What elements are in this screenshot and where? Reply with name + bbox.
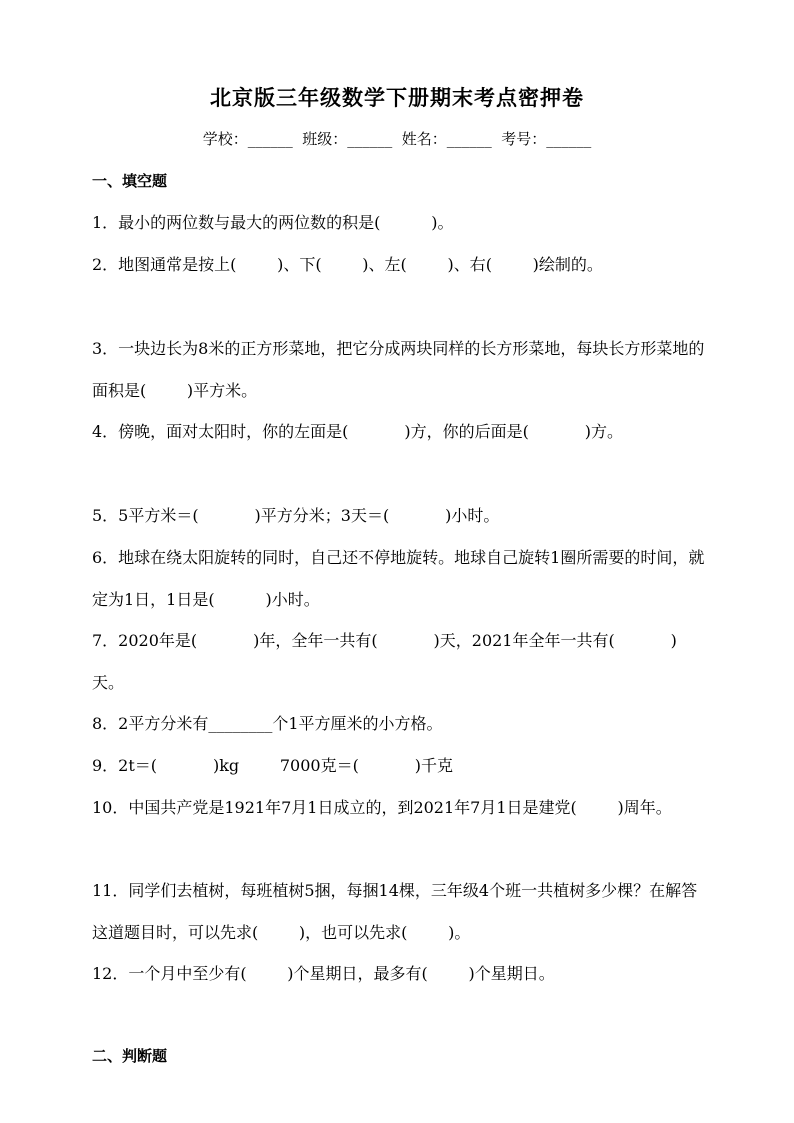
page-title: 北京版三年级数学下册期末考点密押卷: [210, 85, 584, 110]
question-3: 3．一块边长为8米的正方形菜地，把它分成两块同样的长方形菜地，每块长方形菜地的面积是( )平方米。: [92, 339, 705, 400]
section-heading-fill-in: 一、填空题: [92, 172, 168, 190]
student-info-line: 学校：______ 班级：______ 姓名：______ 考号：______: [202, 130, 592, 148]
question-1: 1．最小的两位数与最大的两位数的积是( )。: [92, 213, 454, 232]
section-heading-true-false: 二、判断题: [92, 1047, 168, 1065]
question-8: 8．2平方分米有________个1平方厘米的小方格。: [92, 714, 443, 733]
question-11: 11．同学们去植树，每班植树5捆，每捆14棵，三年级4个班一共植树多少棵？在解答这道题目时，可以先求( )，也可以先求( )。: [92, 881, 698, 942]
question-10: 10．中国共产党是1921年7月1日成立的，到2021年7月1日是建党( )周年。: [92, 798, 672, 817]
question-12: 12．一个月中至少有( )个星期日，最多有( )个星期日。: [92, 964, 555, 983]
question-9: 9．2t＝( )kg 7000克＝( )千克: [92, 756, 453, 775]
question-7: 7．2020年是( )年，全年一共有( )天，2021年全年一共有( )天。: [92, 631, 677, 692]
question-6: 6．地球在绕太阳旋转的同时，自己还不停地旋转。地球自己旋转1圈所需要的时间，就定为1日，1日是( )小时。: [92, 548, 705, 609]
question-4: 4．傍晚，面对太阳时，你的左面是( )方，你的后面是( )方。: [92, 422, 624, 441]
question-5: 5．5平方米＝( )平方分米；3天＝( )小时。: [92, 506, 500, 525]
question-2: 2．地图通常是按上( )、下( )、左( )、右( )绘制的。: [92, 255, 603, 274]
